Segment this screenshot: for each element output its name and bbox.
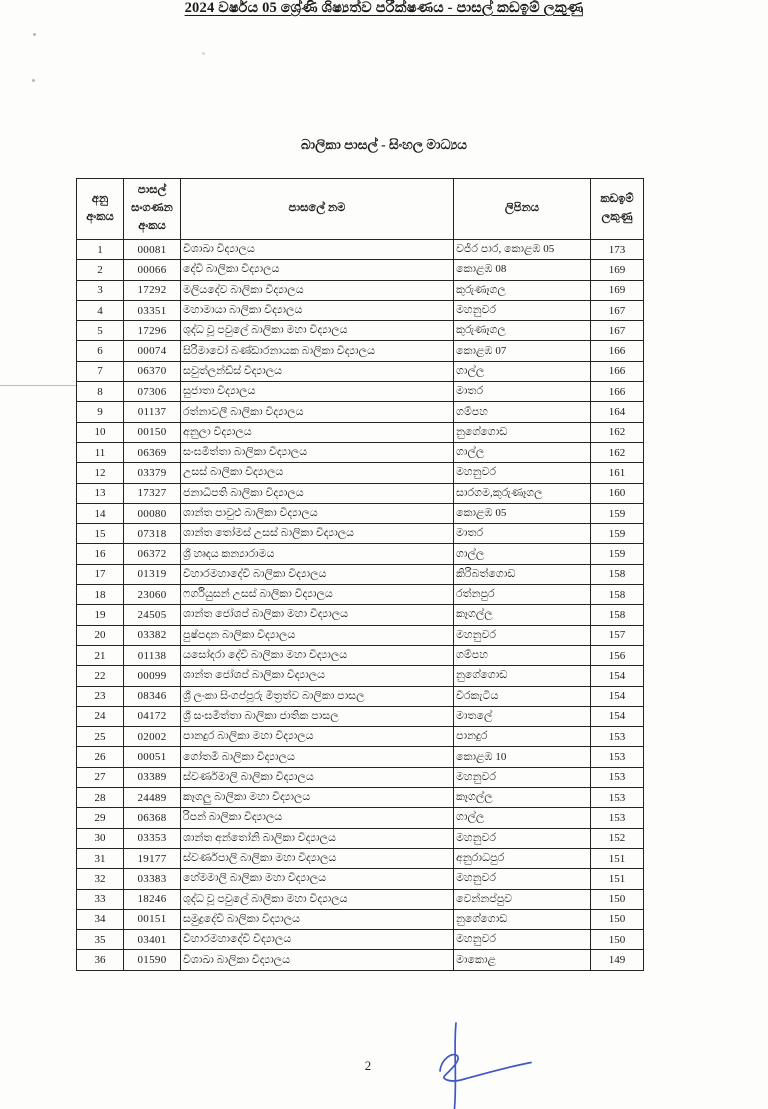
cell-cutoff-marks: 153: [591, 767, 644, 787]
cell-school-name: ශ්‍රී සංඝමිත්තා බාලිකා ජාතික පාසල: [181, 706, 454, 726]
cell-serial-number: 8: [77, 382, 124, 402]
cell-address: මාතලේ: [454, 706, 591, 726]
table-row: [77, 585, 644, 605]
cell-serial-number: 18: [77, 585, 124, 605]
cell-address: ගාල්ල: [454, 544, 591, 564]
cell-school-name: විශාඛා බාලිකා විද්‍යාලය: [181, 950, 454, 970]
cell-cutoff-marks: 162: [591, 442, 644, 462]
cell-serial-number: 19: [77, 605, 124, 625]
cell-census-number: 04172: [124, 706, 181, 726]
table-row: [77, 909, 644, 929]
cell-census-number: 07318: [124, 524, 181, 544]
cell-cutoff-marks: 151: [591, 869, 644, 889]
cutoff-marks-table: [76, 178, 644, 971]
cell-census-number: 02002: [124, 727, 181, 747]
cell-census-number: 00150: [124, 422, 181, 442]
cell-serial-number: 3: [77, 280, 124, 300]
cell-school-name: අනුලා විද්‍යාලය: [181, 422, 454, 442]
table-row: [77, 686, 644, 706]
cell-serial-number: 32: [77, 869, 124, 889]
document-title-text: 2024 වර්ෂය 05 ශ්‍රේණි ශිෂ්‍යත්ව පරීක්ෂණය - පාසල් කඩඉම් ලකුණු: [184, 0, 584, 16]
cell-serial-number: 28: [77, 788, 124, 808]
cell-serial-number: 6: [77, 341, 124, 361]
cell-census-number: 06372: [124, 544, 181, 564]
table-row: [77, 706, 644, 726]
cell-address: කොළඹ 07: [454, 341, 591, 361]
table-row: [77, 605, 644, 625]
cell-address: රත්නපුර: [454, 585, 591, 605]
cell-serial-number: 16: [77, 544, 124, 564]
cell-census-number: 03401: [124, 930, 181, 950]
table-row: [77, 483, 644, 503]
cell-school-name: ශාන්ත අන්තෝනි බාලිකා විද්‍යාලය: [181, 828, 454, 848]
cell-address: මාකොළ: [454, 950, 591, 970]
cell-address: කිරිබත්ගොඩ: [454, 564, 591, 584]
cell-school-name: සමුද්‍රදේවි බාලිකා විද්‍යාලය: [181, 909, 454, 929]
cell-serial-number: 4: [77, 300, 124, 320]
cell-serial-number: 2: [77, 260, 124, 280]
cell-census-number: 00099: [124, 666, 181, 686]
cell-address: මහනුවර: [454, 300, 591, 320]
cell-census-number: 01590: [124, 950, 181, 970]
cell-census-number: 00081: [124, 240, 181, 260]
cell-serial-number: 21: [77, 645, 124, 665]
signature-vertical-stroke: [455, 1023, 457, 1109]
cell-school-name: ශ්‍රී හෘදය කන්‍යාරාමය: [181, 544, 454, 564]
cell-serial-number: 15: [77, 524, 124, 544]
cell-cutoff-marks: 158: [591, 564, 644, 584]
cell-census-number: 08346: [124, 686, 181, 706]
cell-cutoff-marks: 159: [591, 503, 644, 523]
table-row: [77, 747, 644, 767]
cell-school-name: සංඝමිත්තා බාලිකා විද්‍යාලය: [181, 442, 454, 462]
cell-cutoff-marks: 166: [591, 361, 644, 381]
cell-serial-number: 36: [77, 950, 124, 970]
header-address: ලිපිනය: [454, 179, 591, 240]
cell-cutoff-marks: 150: [591, 889, 644, 909]
table-row: [77, 645, 644, 665]
cell-school-name: ගෝතමී බාලිකා විද්‍යාලය: [181, 747, 454, 767]
cell-school-name: ශාන්ත තෝමස් උසස් බාලිකා විද්‍යාලය: [181, 524, 454, 544]
cell-census-number: 24505: [124, 605, 181, 625]
document-subtitle: [0, 137, 768, 153]
cell-census-number: 03382: [124, 625, 181, 645]
cell-school-name: කෑගලු බාලිකා මහා විද්‍යාලය: [181, 788, 454, 808]
cell-census-number: 00051: [124, 747, 181, 767]
cell-census-number: 00080: [124, 503, 181, 523]
cell-serial-number: 29: [77, 808, 124, 828]
cell-census-number: 24489: [124, 788, 181, 808]
cell-school-name: මහාමායා බාලිකා විද්‍යාලය: [181, 300, 454, 320]
cell-school-name: ෆර්ගියුසන් උසස් බාලිකා විද්‍යාලය: [181, 585, 454, 605]
cell-cutoff-marks: 151: [591, 848, 644, 868]
scan-artifact-dot: [33, 33, 36, 36]
cell-census-number: 19177: [124, 848, 181, 868]
cell-school-name: රත්නාවලී බාලිකා විද්‍යාලය: [181, 402, 454, 422]
cell-school-name: දේවි බාලිකා විද්‍යාලය: [181, 260, 454, 280]
table-row: [77, 260, 644, 280]
cell-school-name: විහාරමහාදේවි බාලිකා විද්‍යාලය: [181, 564, 454, 584]
cell-school-name: සිරිමාවෝ බණ්ඩාරනායක බාලිකා විද්‍යාලය: [181, 341, 454, 361]
cell-serial-number: 23: [77, 686, 124, 706]
cell-address: මහනුවර: [454, 828, 591, 848]
cell-census-number: 01137: [124, 402, 181, 422]
table-row: [77, 828, 644, 848]
cell-address: කෑගල්ල: [454, 788, 591, 808]
cell-census-number: 17292: [124, 280, 181, 300]
cell-serial-number: 26: [77, 747, 124, 767]
cell-census-number: 03379: [124, 463, 181, 483]
table-row: [77, 727, 644, 747]
table-row: [77, 361, 644, 381]
cell-census-number: 07306: [124, 382, 181, 402]
cell-address: සාරගම,කුරුණෑගල: [454, 483, 591, 503]
table-header: [77, 179, 644, 240]
cell-school-name: ශාන්ත පාවුළු බාලිකා විද්‍යාලය: [181, 503, 454, 523]
cell-school-name: පානදුර බාලිකා මහා විද්‍යාලය: [181, 727, 454, 747]
cell-address: නුගේගොඩ: [454, 422, 591, 442]
cell-address: වජිර පාර, කොළඹ 05: [454, 240, 591, 260]
cell-cutoff-marks: 162: [591, 422, 644, 442]
cell-address: වීරකැටිය: [454, 686, 591, 706]
cell-address: මහනුවර: [454, 869, 591, 889]
cell-serial-number: 35: [77, 930, 124, 950]
table-row: [77, 402, 644, 422]
cell-school-name: උසස් බාලිකා විද්‍යාලය: [181, 463, 454, 483]
cell-cutoff-marks: 150: [591, 909, 644, 929]
table-row: [77, 848, 644, 868]
cell-address: ගම්පහ: [454, 402, 591, 422]
cell-serial-number: 20: [77, 625, 124, 645]
scan-artifact-dot: [202, 52, 205, 55]
cell-address: නුගේගොඩ: [454, 909, 591, 929]
cell-address: මහනුවර: [454, 930, 591, 950]
table-row: [77, 950, 644, 970]
cell-cutoff-marks: 166: [591, 382, 644, 402]
header-serial-number: අනු අංකය: [77, 179, 124, 240]
cell-school-name: ස්වර්ණමාලි බාලිකා විද්‍යාලය: [181, 767, 454, 787]
document-title: [0, 0, 768, 17]
cell-address: ගාල්ල: [454, 442, 591, 462]
header-census-number: පාසල් සංගණන අංකය: [124, 179, 181, 240]
cell-serial-number: 31: [77, 848, 124, 868]
table-row: [77, 382, 644, 402]
document-subtitle-text: බාලිකා පාසල් - සිංහල මාධ්‍යය: [300, 137, 467, 152]
cell-cutoff-marks: 153: [591, 727, 644, 747]
table-row: [77, 889, 644, 909]
cell-serial-number: 17: [77, 564, 124, 584]
cell-serial-number: 10: [77, 422, 124, 442]
header-school-name: පාසලේ නම: [181, 179, 454, 240]
cell-serial-number: 12: [77, 463, 124, 483]
cell-census-number: 00066: [124, 260, 181, 280]
table-row: [77, 422, 644, 442]
table-row: [77, 442, 644, 462]
cell-census-number: 00151: [124, 909, 181, 929]
cell-cutoff-marks: 150: [591, 930, 644, 950]
cell-cutoff-marks: 169: [591, 280, 644, 300]
cell-school-name: රිපන් බාලිකා විද්‍යාලය: [181, 808, 454, 828]
cell-school-name: සුජාතා විද්‍යාලය: [181, 382, 454, 402]
cell-address: කුරුණෑගල: [454, 280, 591, 300]
signature-flourish-stroke: [440, 1055, 531, 1081]
cell-census-number: 03389: [124, 767, 181, 787]
cell-cutoff-marks: 159: [591, 544, 644, 564]
cell-census-number: 03383: [124, 869, 181, 889]
cell-address: මාතර: [454, 382, 591, 402]
table-row: [77, 503, 644, 523]
cell-address: වෙන්නප්පුව: [454, 889, 591, 909]
cell-school-name: මලියදේව බාලිකා විද්‍යාලය: [181, 280, 454, 300]
cell-school-name: යසෝදරා දේවි බාලිකා මහා විද්‍යාලය: [181, 645, 454, 665]
cell-census-number: 03351: [124, 300, 181, 320]
cell-address: අනුරාධපුර: [454, 848, 591, 868]
cell-school-name: ශාන්ත ජෝශප් බාලිකා මහා විද්‍යාලය: [181, 605, 454, 625]
cell-census-number: 06368: [124, 808, 181, 828]
cell-cutoff-marks: 153: [591, 747, 644, 767]
cell-serial-number: 1: [77, 240, 124, 260]
cell-cutoff-marks: 167: [591, 300, 644, 320]
cell-serial-number: 27: [77, 767, 124, 787]
cell-cutoff-marks: 161: [591, 463, 644, 483]
cell-census-number: 06370: [124, 361, 181, 381]
cell-cutoff-marks: 153: [591, 788, 644, 808]
cell-address: කුරුණෑගල: [454, 321, 591, 341]
table-row: [77, 524, 644, 544]
cell-cutoff-marks: 152: [591, 828, 644, 848]
cell-address: කොළඹ 10: [454, 747, 591, 767]
cell-cutoff-marks: 156: [591, 645, 644, 665]
cell-address: ගාල්ල: [454, 808, 591, 828]
cell-census-number: 00074: [124, 341, 181, 361]
cell-school-name: හේමමාලි බාලිකා මහා විද්‍යාලය: [181, 869, 454, 889]
cell-serial-number: 33: [77, 889, 124, 909]
cell-census-number: 03353: [124, 828, 181, 848]
cell-school-name: පුෂ්පදාන බාලිකා විද්‍යාලය: [181, 625, 454, 645]
cell-address: ගාල්ල: [454, 361, 591, 381]
cell-address: මහනුවර: [454, 767, 591, 787]
table-row: [77, 300, 644, 320]
cell-serial-number: 34: [77, 909, 124, 929]
cell-census-number: 18246: [124, 889, 181, 909]
table-row: [77, 808, 644, 828]
cell-school-name: ශ්‍රී ලංකා සිංගප්පූරු මිත්‍රත්ව බාලිකා පාසල: [181, 686, 454, 706]
cell-school-name: ශාන්ත ජෝශප් බාලිකා විද්‍යාලය: [181, 666, 454, 686]
table-row: [77, 666, 644, 686]
cell-serial-number: 25: [77, 727, 124, 747]
cell-cutoff-marks: 173: [591, 240, 644, 260]
table-row: [77, 544, 644, 564]
cell-cutoff-marks: 153: [591, 808, 644, 828]
cell-address: මහනුවර: [454, 625, 591, 645]
header-cutoff-marks: කඩඉම් ලකුණු: [591, 179, 644, 240]
cell-address: කෑගල්ල: [454, 605, 591, 625]
cell-census-number: 01319: [124, 564, 181, 584]
scan-artifact-line: [0, 385, 76, 386]
cell-serial-number: 30: [77, 828, 124, 848]
cell-cutoff-marks: 154: [591, 686, 644, 706]
cell-school-name: ශුද්ධ වූ පවුලේ බාලිකා මහා විද්‍යාලය: [181, 321, 454, 341]
table-row: [77, 280, 644, 300]
cell-cutoff-marks: 154: [591, 706, 644, 726]
cell-cutoff-marks: 159: [591, 524, 644, 544]
cell-school-name: ජනාධිපති බාලිකා විද්‍යාලය: [181, 483, 454, 503]
cell-school-name: විශාඛා විද්‍යාලය: [181, 240, 454, 260]
table-row: [77, 463, 644, 483]
cell-serial-number: 24: [77, 706, 124, 726]
cell-address: මාතර: [454, 524, 591, 544]
cell-cutoff-marks: 158: [591, 605, 644, 625]
cell-cutoff-marks: 166: [591, 341, 644, 361]
cell-serial-number: 14: [77, 503, 124, 523]
cell-address: ගම්පහ: [454, 645, 591, 665]
scan-artifact-dot: [32, 79, 35, 82]
cell-census-number: 01138: [124, 645, 181, 665]
cell-serial-number: 7: [77, 361, 124, 381]
table-row: [77, 240, 644, 260]
cell-school-name: විහාරමහාදේවි විද්‍යාලය: [181, 930, 454, 950]
cell-cutoff-marks: 160: [591, 483, 644, 503]
cell-address: පානදුර: [454, 727, 591, 747]
cell-serial-number: 22: [77, 666, 124, 686]
cell-address: කොළඹ 05: [454, 503, 591, 523]
cell-address: නුගේගොඩ: [454, 666, 591, 686]
cell-cutoff-marks: 158: [591, 585, 644, 605]
table-row: [77, 625, 644, 645]
cell-serial-number: 13: [77, 483, 124, 503]
page-number: 2: [364, 1058, 372, 1073]
cell-cutoff-marks: 167: [591, 321, 644, 341]
table-body: [77, 240, 644, 971]
table-row: [77, 788, 644, 808]
cell-serial-number: 9: [77, 402, 124, 422]
cell-address: කොළඹ 08: [454, 260, 591, 280]
cell-census-number: 23060: [124, 585, 181, 605]
cell-cutoff-marks: 154: [591, 666, 644, 686]
cell-school-name: සවුත්ලන්ඩ්ස් විද්‍යාලය: [181, 361, 454, 381]
table-row: [77, 930, 644, 950]
cell-serial-number: 5: [77, 321, 124, 341]
cell-school-name: ශුද්ධ වූ පවුලේ බාලිකා මහා විද්‍යාලය: [181, 889, 454, 909]
cell-cutoff-marks: 149: [591, 950, 644, 970]
cell-census-number: 17296: [124, 321, 181, 341]
table-row: [77, 869, 644, 889]
cell-census-number: 06369: [124, 442, 181, 462]
cell-census-number: 17327: [124, 483, 181, 503]
cell-school-name: ස්වර්ණපාලි බාලිකා මහා විද්‍යාලය: [181, 848, 454, 868]
table-row: [77, 767, 644, 787]
table-header-row: [77, 179, 644, 240]
table-row: [77, 321, 644, 341]
cell-address: මහනුවර: [454, 463, 591, 483]
table-row: [77, 564, 644, 584]
cell-cutoff-marks: 157: [591, 625, 644, 645]
cell-serial-number: 11: [77, 442, 124, 462]
cell-cutoff-marks: 164: [591, 402, 644, 422]
table-row: [77, 341, 644, 361]
cell-cutoff-marks: 169: [591, 260, 644, 280]
